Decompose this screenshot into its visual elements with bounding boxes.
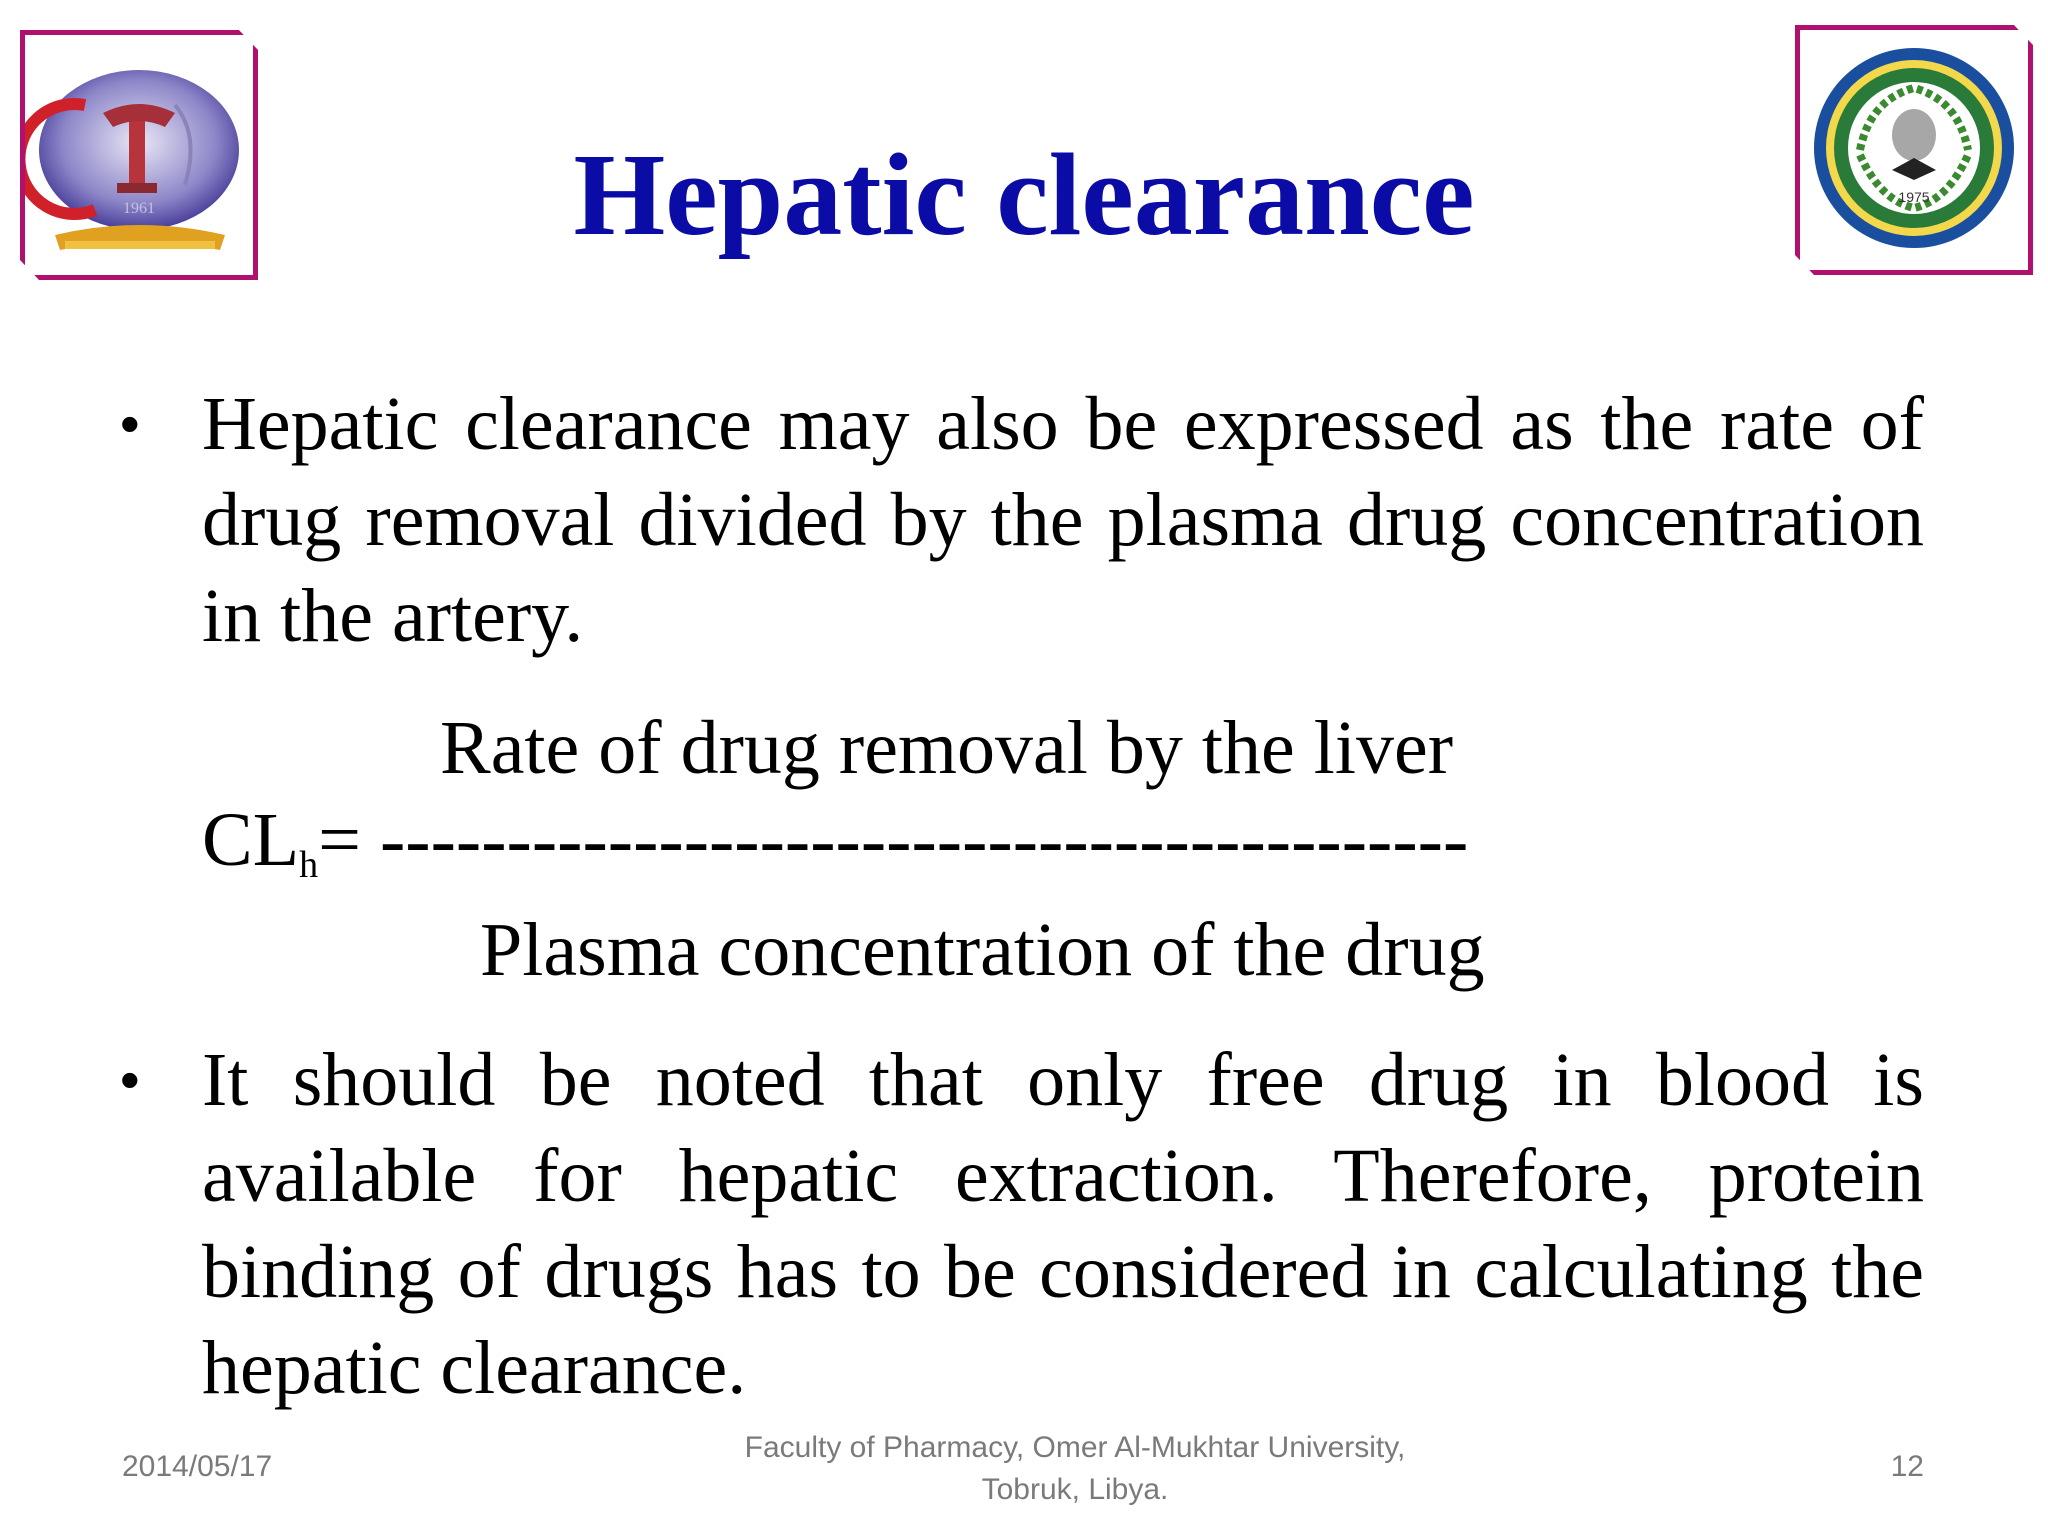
footer-institution [640, 1427, 1510, 1511]
footer-institution-line1: Faculty of Pharmacy, Omer Al-Mukhtar University, [744, 1431, 1406, 1464]
bullet-icon: • [120, 392, 140, 455]
bullet-text: It should be noted that only free drug in blood is available for hepatic extraction. Therefore, protein binding of drugs has to be considered in calculating the hepatic clearance. [202, 1038, 1924, 1410]
bullet-text: Hepatic clearance may also be expressed as the rate of drug removal divided by the plasma drug concentration in the artery. [202, 382, 1924, 658]
formula-numerator: Rate of drug removal by the liver [440, 706, 1454, 790]
right-logo-year: 1975 [1898, 189, 1930, 205]
footer-institution-line2: Tobruk, Libya. [981, 1473, 1169, 1506]
formula-fraction-line [202, 792, 1468, 913]
formula-lhs: CL [202, 798, 300, 882]
formula-bar: = ------------------------------------------- [318, 798, 1469, 882]
slide-title: Hepatic clearance [573, 129, 1475, 260]
footer-date: 2014/05/17 [122, 1450, 273, 1483]
formula-denominator: Plasma concentration of the drug [480, 908, 1485, 992]
bullet-icon: • [120, 1048, 140, 1111]
formula-subscript: h [299, 844, 319, 886]
footer-page-number: 12 [1890, 1450, 1924, 1483]
left-logo-year: 1961 [123, 200, 155, 217]
